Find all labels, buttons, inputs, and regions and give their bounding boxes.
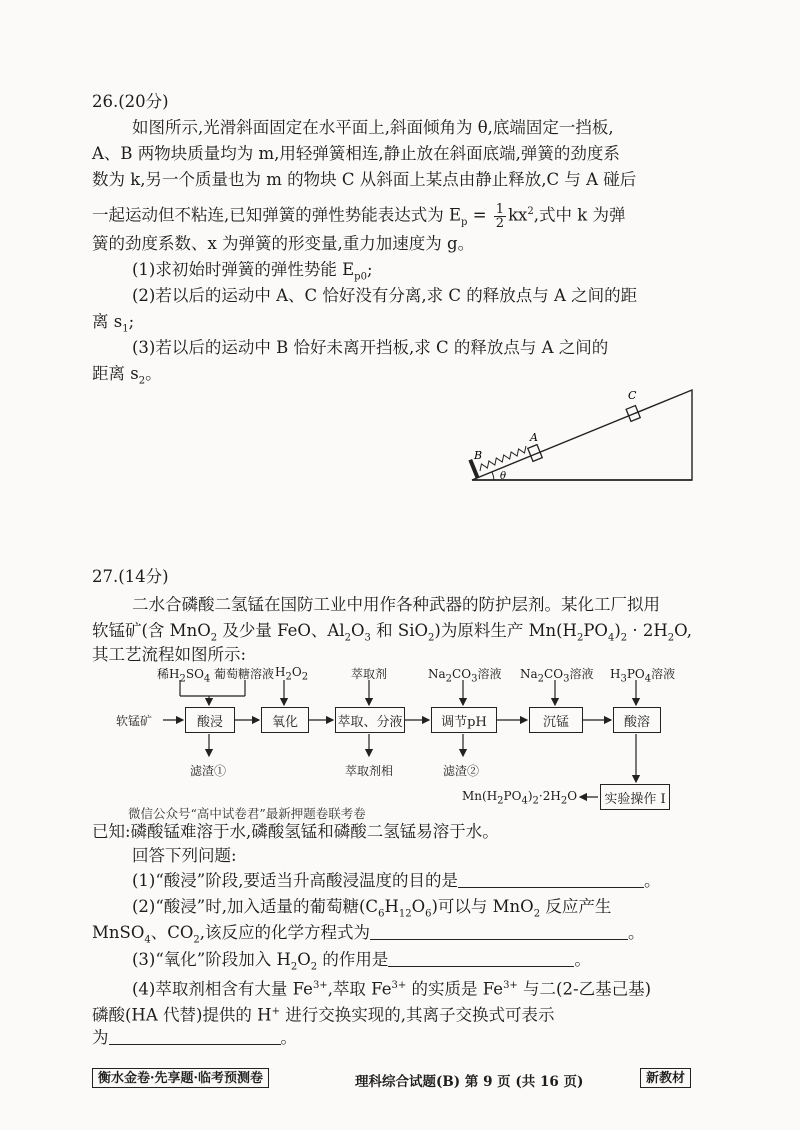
- q27-s4-f: 进行交换实现的,其离子交换式可表示: [279, 1005, 555, 1025]
- q26-ep-sub: p: [461, 216, 468, 228]
- q27-l2-s3: 3: [364, 632, 371, 644]
- step-adjust-ph: 调节pH: [431, 707, 497, 733]
- step-acid-leach: 酸浸: [185, 707, 235, 733]
- q27-s4-d: 与二(2-乙基己基): [517, 979, 652, 999]
- q27-header: 27.(14分): [92, 567, 169, 586]
- q26-sub1-sub: p0: [354, 271, 367, 283]
- q27-l2-c: O: [351, 621, 365, 640]
- q26-header: 26.(20分): [92, 92, 169, 111]
- input-pyrolusite: 软锰矿: [116, 714, 153, 728]
- q26-sub3-sub: 2: [138, 375, 146, 387]
- q26-text-line2: A、B 两物块质量均为 m,用轻弹簧相连,静止放在斜面底端,弹簧的劲度系: [92, 144, 620, 163]
- q27-l2-i: O,: [674, 621, 692, 640]
- q27-sub1-end: 。: [644, 871, 661, 890]
- q27-s4-end: 。: [280, 1028, 297, 1047]
- q27-l2-d: 和 SiO: [370, 621, 429, 640]
- label-a: A: [530, 431, 538, 444]
- q26-sub2-sub: 1: [122, 323, 129, 335]
- q26-line4-part1: 一起运动但不粘连,已知弹簧的弹性势能表达式为 E: [92, 205, 462, 225]
- q27-s4-sup3: 3+: [503, 980, 518, 991]
- reagent-extractant: 萃取剂: [351, 667, 388, 681]
- product-mn-dihydrogen-phosphate: $Mn(H_2PO_4)_2\cdot 2H_2O$: [462, 789, 578, 807]
- q26-sub2-text: 离 s: [92, 312, 123, 331]
- q27-s4-e: 磷酸(HA 代替)提供的 H: [92, 1005, 272, 1025]
- q27-sub1-text: (1)“酸浸”阶段,要适当升高酸浸温度的目的是: [132, 871, 458, 890]
- q27-s2-e: 反应产生: [540, 897, 612, 916]
- q27-s2-h: ,该反应的化学方程式为: [199, 923, 371, 942]
- q26-text-line1: 如图所示,光滑斜面固定在水平面上,斜面倾角为 θ,底端固定一挡板,: [132, 118, 614, 137]
- q26-line4-part2: ,式中 k 为弹: [533, 205, 626, 225]
- q27-s4-sup2: 3+: [391, 980, 407, 991]
- q27-s3-b: O: [297, 950, 311, 969]
- q26-text-line3: 数为 k,另一个质量也为 m 的物块 C 从斜面上某点由静止释放,C 与 A 碰后: [92, 170, 637, 189]
- q27-sub1: [132, 871, 661, 891]
- wechat-watermark-text: 微信公众号“高中试卷君”最新押题卷联考卷: [128, 806, 366, 821]
- waste-extractant-phase: 萃取剂相: [345, 764, 394, 778]
- q27-s2-g: 、CO: [150, 923, 194, 942]
- q27-known: 已知:磷酸锰难溶于水,磷酸氢锰和磷酸二氢锰易溶于水。: [92, 822, 499, 841]
- q27-answer-prompt: 回答下列问题:: [132, 846, 237, 865]
- reagent-h2o2: $H_2O_2$: [275, 665, 309, 683]
- reagent-na2co3-1: $Na_2CO_3$溶液: [428, 667, 502, 685]
- step-operation-i: 实验操作 I: [600, 784, 670, 810]
- footer-series-badge: 衡水金卷·先享题·临考预测卷: [92, 1068, 269, 1088]
- q26-sub3-end: 。: [145, 364, 162, 383]
- q26-sub3-line1: (3)若以后的运动中 B 恰好未离开挡板,求 C 的释放点与 A 之间的: [132, 338, 609, 357]
- q27-l2-s1: 2: [210, 632, 218, 644]
- reagent-h3po4: $H_3PO_4$溶液: [610, 667, 676, 685]
- q27-l2-s7: 2: [620, 632, 628, 644]
- q27-s4-g: 为: [92, 1028, 109, 1047]
- q27-s3-a: (3)“氧化”阶段加入 H: [132, 950, 291, 969]
- q27-s4-sup1: 3+: [312, 980, 328, 991]
- q26-sub1-end: ;: [366, 260, 373, 279]
- q27-sub4-line3: [92, 1028, 297, 1048]
- q27-l2-a: 软锰矿(含 MnO: [92, 621, 211, 640]
- answer-blank-3[interactable]: [388, 950, 574, 967]
- q27-l2-b: 及少量 FeO、Al: [217, 621, 345, 640]
- q27-s2-end: 。: [628, 923, 645, 942]
- q27-sub4-line1: [132, 976, 651, 1000]
- q27-l2-e: )为原料生产 Mn(H: [434, 621, 577, 640]
- q27-sub4-line2: [92, 1002, 554, 1026]
- step-extraction: 萃取、分液: [335, 707, 405, 733]
- q27-s3-s2: 2: [310, 961, 318, 973]
- answer-blank-4[interactable]: [109, 1028, 281, 1045]
- step-oxidation: 氧化: [261, 707, 309, 733]
- q27-s2-b: H: [384, 897, 399, 916]
- reagent-na2co3-2: $Na_2CO_3$溶液: [520, 667, 594, 685]
- step-acid-dissolve: 酸溶: [613, 707, 661, 733]
- label-c: C: [628, 389, 637, 402]
- q27-text-line3: 其工艺流程如图所示:: [92, 645, 247, 664]
- q27-l2-g: ): [614, 621, 621, 640]
- q27-text-line1: 二水合磷酸二氢锰在国防工业中用作各种武器的防护层剂。某化工厂拟用: [132, 595, 660, 614]
- q27-s4-sup4: +: [271, 1006, 280, 1017]
- q27-s3-end: 。: [574, 950, 591, 969]
- q26-sub3-text: 距离 s: [92, 364, 139, 383]
- q27-s2-s3: 6: [425, 908, 432, 920]
- reagent-glucose: 葡萄糖溶液: [214, 667, 275, 681]
- q27-l2-s5: 2: [576, 632, 584, 644]
- q27-s2-a: (2)“酸浸”时,加入适量的葡萄糖(C: [132, 897, 379, 916]
- q27-s4-a: (4)萃取剂相含有大量 Fe: [132, 979, 313, 999]
- q27-s2-s6: 2: [193, 934, 200, 946]
- q27-sub2-line1: [132, 897, 611, 924]
- q27-s2-s2: 12: [398, 908, 412, 920]
- q27-l2-s2: 2: [344, 632, 352, 644]
- waste-residue-1: 滤渣①: [190, 764, 227, 778]
- q26-sub1-text: (1)求初始时弹簧的弹性势能 E: [132, 260, 355, 279]
- q27-s2-s4: 2: [533, 908, 541, 920]
- q26-eq: =: [467, 205, 492, 225]
- q27-l2-s6: 4: [607, 632, 615, 644]
- q27-l2-h: · 2H: [627, 621, 668, 640]
- q27-l2-s8: 2: [667, 632, 675, 644]
- waste-residue-2: 滤渣②: [443, 764, 480, 778]
- q26-kx-sup: 2: [527, 206, 534, 217]
- q27-s2-d: )可以与 MnO: [431, 897, 534, 916]
- q27-s2-f: MnSO: [92, 923, 145, 942]
- q26-kx: kx: [508, 205, 528, 225]
- q27-s2-s1: 6: [378, 908, 385, 920]
- q27-s4-c: 的实质是 Fe: [406, 979, 504, 999]
- q26-sub2-end: ;: [128, 312, 135, 331]
- q26-frac-den: 2: [495, 215, 505, 231]
- q26-frac-num: 1: [495, 201, 505, 217]
- q27-l2-f: PO: [583, 621, 608, 640]
- q27-s2-s5: 4: [144, 934, 151, 946]
- label-theta: θ: [500, 471, 507, 482]
- footer-page-info: 理科综合试题(B) 第 9 页 (共 16 页): [355, 1074, 584, 1090]
- q27-s4-b: ,萃取 Fe: [327, 979, 392, 999]
- reagent-dilute-h2so4: 稀$H_2SO_4$: [157, 667, 211, 685]
- q27-l2-s4: 2: [428, 632, 435, 644]
- q27-sub2-line2: [92, 923, 645, 950]
- q27-s2-c: O: [411, 897, 426, 916]
- label-b: B: [474, 449, 483, 462]
- q26-sub2-line1: (2)若以后的运动中 A、C 恰好没有分离,求 C 的释放点与 A 之间的距: [132, 286, 638, 305]
- answer-blank-2[interactable]: [370, 923, 628, 940]
- footer-new-textbook-badge: 新教材: [640, 1068, 691, 1088]
- q27-sub3: [132, 950, 591, 977]
- step-precipitate-mn: 沉锰: [529, 707, 583, 733]
- q27-s3-s1: 2: [290, 961, 298, 973]
- q27-s3-c: 的作用是: [317, 950, 389, 969]
- answer-blank-1[interactable]: [458, 871, 644, 888]
- q26-text-line5: 簧的劲度系数、x 为弹簧的形变量,重力加速度为 g。: [92, 234, 475, 253]
